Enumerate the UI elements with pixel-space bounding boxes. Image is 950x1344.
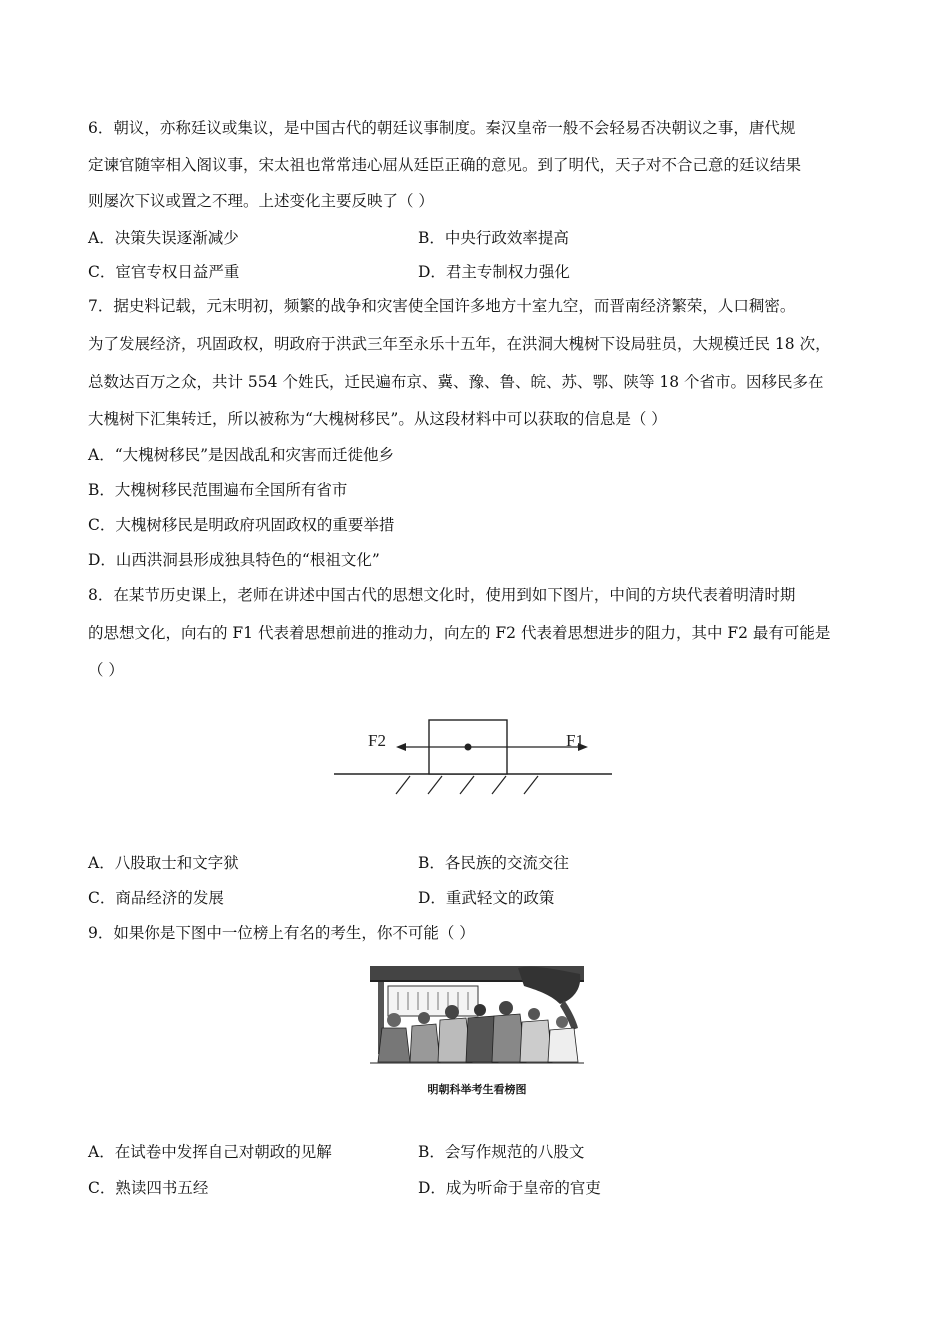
q8-option-d: D．重武轻文的政策: [418, 889, 555, 907]
q7-option-a: A．“大槐树移民”是因战乱和灾害而迁徙他乡: [88, 446, 395, 464]
q9-option-d: D．成为听命于皇帝的官吏: [418, 1179, 601, 1197]
image-caption: 明朝科举考生看榜图: [427, 1083, 527, 1096]
q7-option-b: B．大槐树移民范围遍布全国所有省市: [88, 481, 348, 499]
q7-stem-line-3: 总数达百万之众，共计 554 个姓氏，迁民遍布京、冀、豫、鲁、皖、苏、鄂、陕等 18 个省市。因移民多在: [88, 373, 824, 391]
q7-option-c: C．大槐树移民是明政府巩固政权的重要举措: [88, 516, 395, 534]
q6-option-c: C．宦官专权日益严重: [88, 263, 240, 281]
q7-option-d: D．山西洪洞县形成独具特色的“根祖文化”: [88, 551, 380, 569]
q8-option-a: A．八股取士和文字狱: [88, 854, 239, 872]
q6-stem-line-3: 则屡次下议或置之不理。上述变化主要反映了（ ）: [88, 192, 434, 210]
q7-stem-line-1: 7．据史料记载，元末明初，频繁的战争和灾害使全国许多地方十室九空，而晋南经济繁荣，人口稠密。: [88, 297, 796, 315]
q9-option-a: A．在试卷中发挥自己对朝政的见解: [88, 1143, 332, 1161]
f1-label: F1: [566, 731, 584, 750]
q8-option-c: C．商品经济的发展: [88, 889, 224, 907]
q6-stem-line-1: 6．朝议，亦称廷议或集议，是中国古代的朝廷议事制度。秦汉皇帝一般不会轻易否决朝议之事，唐代规: [88, 119, 796, 137]
force-diagram: [330, 712, 620, 798]
q6-option-d: D．君主专制权力强化: [418, 263, 570, 281]
q6-option-b: B．中央行政效率提高: [418, 229, 569, 247]
q9-option-b: B．会写作规范的八股文: [418, 1143, 585, 1161]
q8-stem-line-2: 的思想文化，向右的 F1 代表着思想前进的推动力，向左的 F2 代表着思想进步的阻力，其中 F2 最有可能是: [88, 624, 831, 642]
q8-stem-line-3: （ ）: [88, 661, 124, 679]
arrow-left-icon: [396, 743, 406, 751]
block-center-dot: [465, 744, 472, 751]
q9-stem: 9．如果你是下图中一位榜上有名的考生，你不可能（ ）: [88, 924, 475, 942]
exam-results-illustration: [368, 964, 586, 1068]
q6-option-a: A．决策失误逐渐减少: [88, 229, 239, 247]
q8-option-b: B．各民族的交流交往: [418, 854, 569, 872]
f2-label: F2: [368, 731, 386, 750]
q9-option-c: C．熟读四书五经: [88, 1179, 209, 1197]
q6-stem-line-2: 定谏官随宰相入阁议事，宋太祖也常常违心屈从廷臣正确的意见。到了明代，天子对不合己意的廷议结果: [88, 156, 802, 174]
q7-stem-line-2: 为了发展经济，巩固政权，明政府于洪武三年至永乐十五年，在洪洞大槐树下设局驻员，大规模迁民 18 次，: [88, 335, 831, 353]
q7-stem-line-4: 大槐树下汇集转迁，所以被称为“大槐树移民”。从这段材料中可以获取的信息是（ ）: [88, 410, 667, 428]
q8-stem-line-1: 8．在某节历史课上，老师在讲述中国古代的思想文化时，使用到如下图片，中间的方块代表着明清时期: [88, 586, 796, 604]
